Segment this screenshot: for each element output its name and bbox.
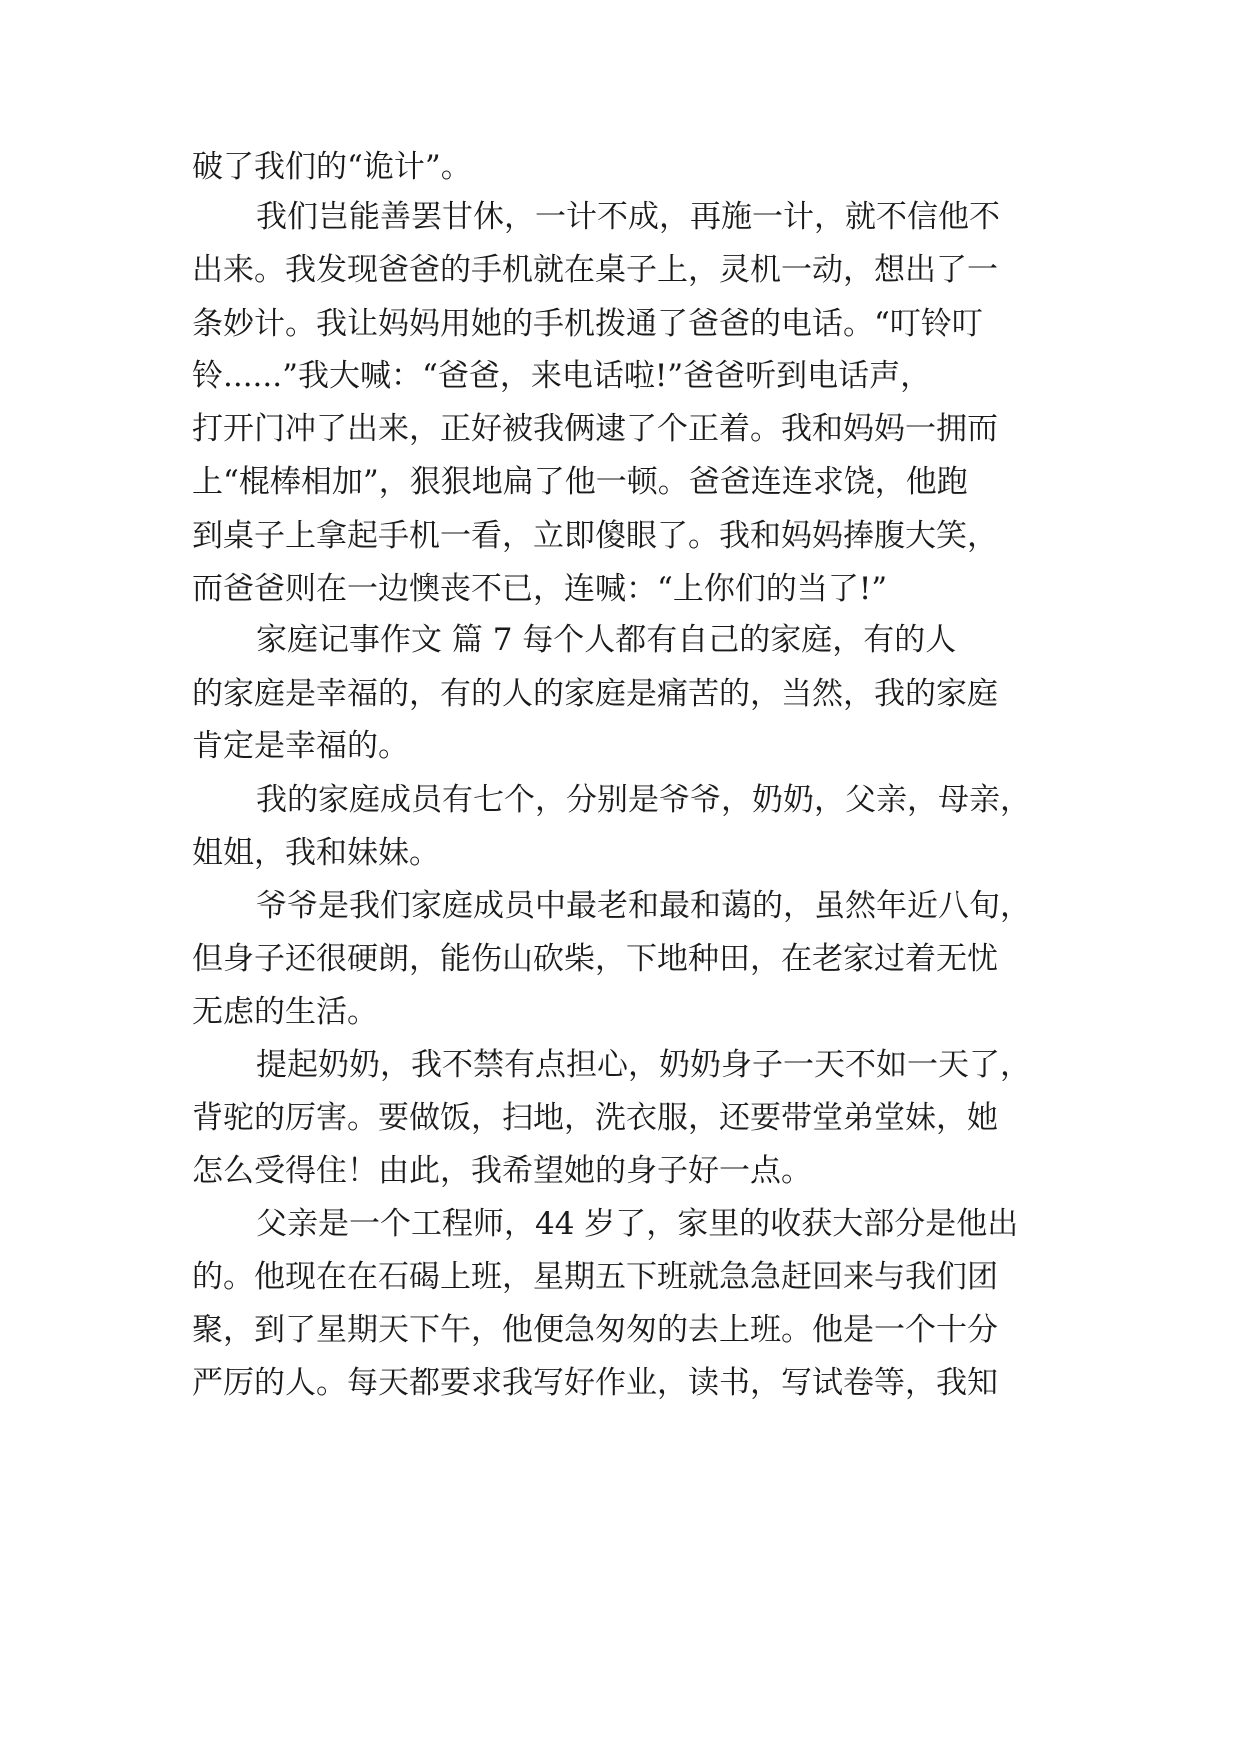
text-line: 到桌子上拿起手机一看，立即傻眼了。我和妈妈捧腹大笑， [192, 518, 998, 554]
text-line: 我的家庭成员有七个，分别是爷爷，奶奶，父亲，母亲， [256, 782, 1031, 818]
text-line: 破了我们的“诡计”。 [192, 149, 472, 185]
text-line: 爷爷是我们家庭成员中最老和最和蔼的，虽然年近八旬， [256, 888, 1031, 924]
text-line: 铃......”我大喊：“爸爸，来电话啦!”爸爸听到电话声， [192, 358, 932, 394]
text-line: 提起奶奶，我不禁有点担心，奶奶身子一天不如一天了， [256, 1047, 1031, 1083]
text-line: 背驼的厉害。要做饭，扫地，洗衣服，还要带堂弟堂妹，她 [192, 1100, 998, 1136]
text-line: 严厉的人。每天都要求我写好作业，读书，写试卷等，我知 [192, 1365, 998, 1401]
text-line: 而爸爸则在一边懊丧不已，连喊：“上你们的当了!” [192, 571, 888, 607]
text-line: 怎么受得住！由此，我希望她的身子好一点。 [192, 1153, 812, 1189]
text-line: 上“棍棒相加”，狠狠地扁了他一顿。爸爸连连求饶，他跑 [192, 464, 968, 500]
text-line: 出来。我发现爸爸的手机就在桌子上，灵机一动，想出了一 [192, 252, 998, 288]
text-line: 聚，到了星期天下午，他便急匆匆的去上班。他是一个十分 [192, 1312, 998, 1348]
text-line: 的家庭是幸福的，有的人的家庭是痛苦的，当然，我的家庭 [192, 676, 998, 712]
text-line: 无虑的生活。 [192, 994, 378, 1030]
text-line: 的。他现在在石碣上班，星期五下班就急急赶回来与我们团 [192, 1259, 998, 1295]
section-heading-line: 家庭记事作文 篇 7 每个人都有自己的家庭，有的人 [256, 622, 957, 658]
text-line: 条妙计。我让妈妈用她的手机拨通了爸爸的电话。“叮铃叮 [192, 306, 983, 342]
text-line: 姐姐，我和妹妹。 [192, 835, 440, 871]
text-line: 但身子还很硬朗，能伤山砍柴，下地种田，在老家过着无忧 [192, 941, 998, 977]
text-line: 父亲是一个工程师，44 岁了，家里的收获大部分是他出 [256, 1206, 1019, 1242]
text-line: 我们岂能善罢甘休，一计不成，再施一计，就不信他不 [256, 199, 1000, 235]
text-line: 肯定是幸福的。 [192, 728, 409, 764]
text-line: 打开门冲了出来，正好被我俩逮了个正着。我和妈妈一拥而 [192, 411, 998, 447]
